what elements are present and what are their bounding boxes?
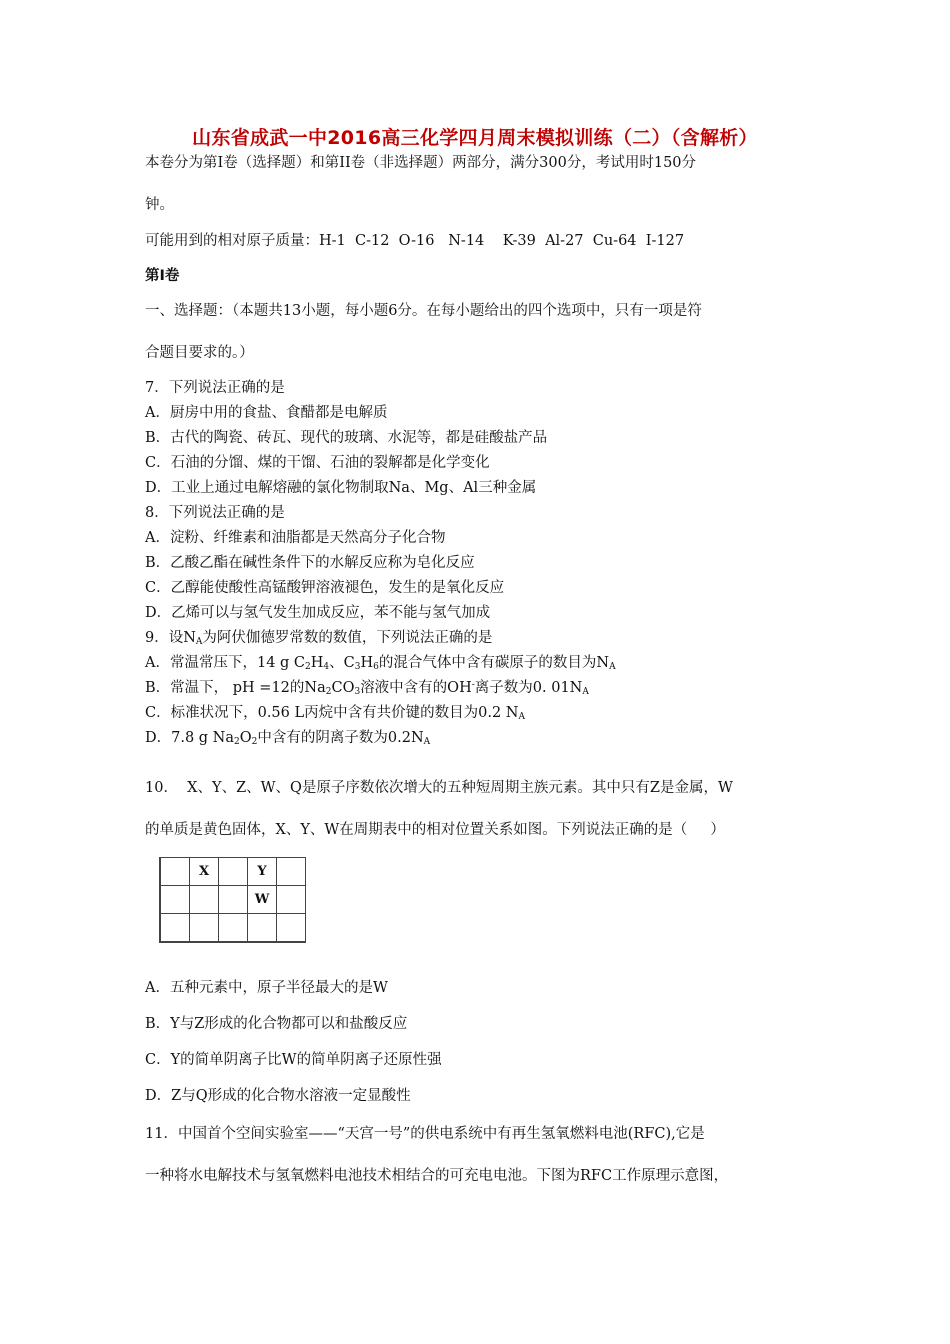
q8-option-d: D．乙烯可以与氢气发生加成反应，苯不能与氢气加成: [145, 605, 491, 621]
instructions-line-2: 合题目要求的。）: [145, 345, 254, 361]
document-title: 山东省成武一中2016高三化学四月周末模拟训练（二）（含解析）: [192, 127, 758, 149]
q7-option-b: B．古代的陶瓷、砖瓦、现代的玻璃、水泥等，都是硅酸盐产品: [145, 430, 548, 446]
intro-line-1: 本卷分为第Ⅰ卷（选择题）和第II卷（非选择题）两部分，满分300分，考试用时150分: [145, 155, 697, 171]
table-cell: [160, 858, 190, 886]
q10-stem-line-1: 10． X、Y、Z、W、Q是原子序数依次增大的五种短周期主族元素。其中只有Z是金属，W: [145, 780, 733, 796]
q10-option-c: C．Y的简单阴离子比W的简单阴离子还原性强: [145, 1052, 442, 1068]
q8-option-a: A．淀粉、纤维素和油脂都是天然高分子化合物: [145, 530, 446, 546]
q7-option-d: D．工业上通过电解熔融的氯化物制取Na、Mg、Al三种金属: [145, 480, 537, 496]
table-cell: [277, 914, 306, 943]
q10-option-d: D．Z与Q形成的化合物水溶液一定显酸性: [145, 1088, 411, 1104]
q10-option-a: A．五种元素中，原子半径最大的是W: [145, 980, 388, 996]
table-cell: [277, 858, 306, 886]
table-row: [160, 886, 306, 914]
table-cell: W: [248, 886, 277, 914]
table-cell: [160, 914, 190, 943]
q7-option-c: C．石油的分馏、煤的干馏、石油的裂解都是化学变化: [145, 455, 490, 471]
q10-stem-line-2: 的单质是黄色固体，X、Y、W在周期表中的相对位置关系如图。下列说法正确的是（ ）: [145, 822, 725, 838]
q9-option-c: C．标准状况下，0.56 L丙烷中含有共价键的数目为0.2 $N_A$: [145, 705, 525, 722]
table-cell: [248, 914, 277, 943]
q7-stem: 7．下列说法正确的是: [145, 380, 285, 396]
table-cell: Y: [248, 858, 277, 886]
periodic-table-figure: [159, 857, 306, 943]
table-cell: [219, 858, 248, 886]
q9-option-b: B．常温下， pH =12的$Na_2CO_3$溶液中含有的OH-离子数为0. $01N_A$: [145, 680, 589, 697]
q8-stem: 8．下列说法正确的是: [145, 505, 285, 521]
table-row: [160, 914, 306, 943]
q8-option-b: B．乙酸乙酯在碱性条件下的水解反应称为皂化反应: [145, 555, 475, 571]
q7-option-a: A．厨房中用的食盐、食醋都是电解质: [145, 405, 388, 421]
table-cell: [190, 914, 219, 943]
q9-option-d: D．7.8 g $Na_2O_2$中含有的阴离子数为$0.2N_A$: [145, 730, 431, 747]
table-cell: X: [190, 858, 219, 886]
q10-option-b: B．Y与Z形成的化合物都可以和盐酸反应: [145, 1016, 408, 1032]
q9-stem: 9．设$N_A$为阿伏伽德罗常数的数值，下列说法正确的是: [145, 630, 493, 647]
instructions-line-1: 一、选择题：（本题共13小题，每小题6分。在每小题给出的四个选项中，只有一项是符: [145, 303, 702, 319]
q11-stem-line-2: 一种将水电解技术与氢氧燃料电池技术相结合的可充电电池。下图为RFC工作原理示意图，: [145, 1168, 729, 1184]
q8-option-c: C．乙醇能使酸性高锰酸钾溶液褪色，发生的是氧化反应: [145, 580, 505, 596]
section-title: 第Ⅰ卷: [145, 268, 180, 284]
table-cell: [219, 886, 248, 914]
q9-option-a: A．常温常压下，14 g $C_2H_4$、$C_3H_6$的混合气体中含有碳原子的数目为$N_A$: [145, 655, 616, 672]
intro-line-2: 钟。: [145, 197, 174, 213]
q11-stem-line-1: 11．中国首个空间实验室——“天宫一号”的供电系统中有再生氢氧燃料电池(RFC),它是: [145, 1126, 705, 1142]
table-cell: [277, 886, 306, 914]
table-row: [160, 858, 306, 886]
table-cell: [160, 886, 190, 914]
atomic-masses-line: 可能用到的相对原子质量：H-1 C-12 O-16 N-14 K-39 Al-27 Cu-64 I-127: [145, 233, 685, 249]
table-cell: [219, 914, 248, 943]
table-cell: [190, 886, 219, 914]
